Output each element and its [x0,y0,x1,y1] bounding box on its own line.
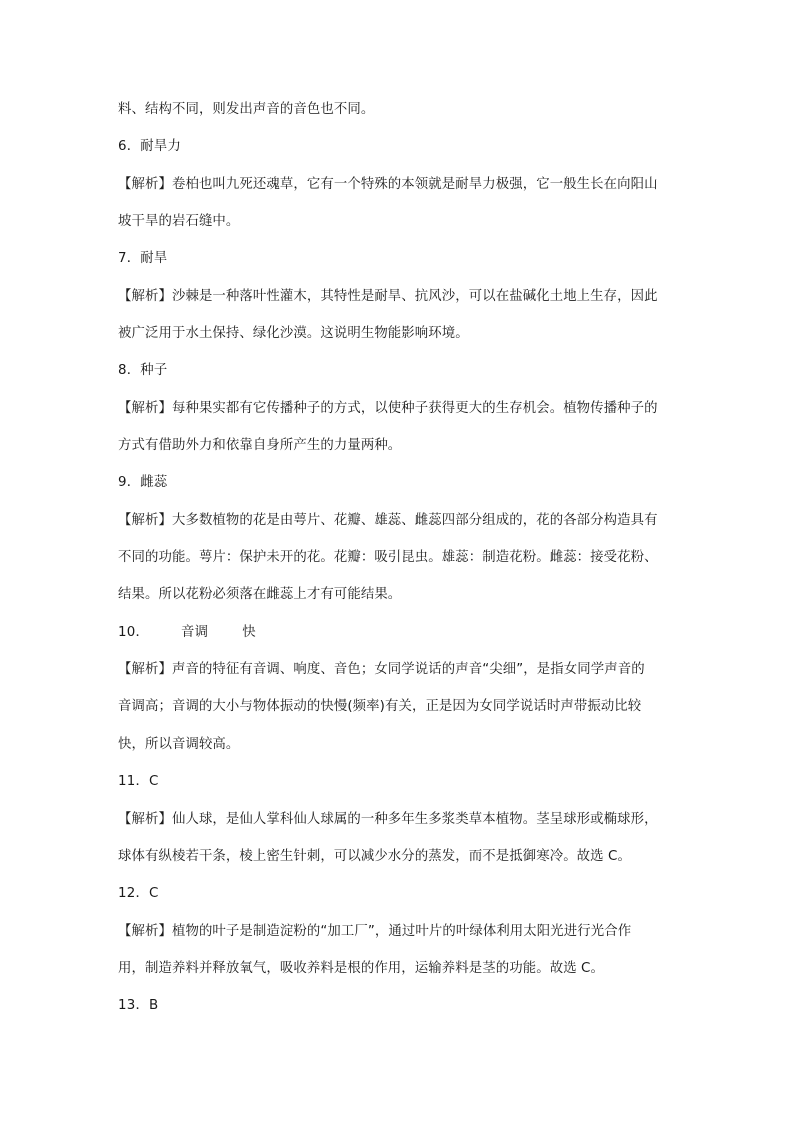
answer-8: 8．种子 [118,363,168,378]
answer-12: 12．C [118,886,159,901]
analysis-6-line-1: 【解析】卷柏也叫九死还魂草，它有一个特殊的本领就是耐旱力极强，它一般生长在向阳山 [118,177,658,192]
analysis-11-line-1: 【解析】仙人球，是仙人掌科仙人球属的一种多年生多浆类草本植物。茎呈球形或椭球形， [118,812,658,827]
analysis-11-line-2: 球体有纵棱若干条，棱上密生针刺，可以减少水分的蒸发，而不是抵御寒冷。故选 C。 [118,849,631,864]
answer-10 [118,623,256,643]
analysis-12-line-2: 用，制造养料并释放氧气，吸收养料是根的作用，运输养料是茎的功能。故选 C。 [118,961,604,976]
analysis-10-line-1: 【解析】声音的特征有音调、响度、音色；女同学说话的声音“尖细”，是指女同学声音的 [118,662,645,677]
answer-10-blank-1: 音调 [181,625,209,640]
analysis-9-line-2: 不同的功能。萼片：保护未开的花。花瓣：吸引昆虫。雄蕊：制造花粉。雌蕊：接受花粉、 [118,550,658,565]
answer-7: 7．耐旱 [118,251,168,266]
answer-13: 13．B [118,998,159,1013]
analysis-10-line-3: 快，所以音调较高。 [118,737,240,752]
analysis-12-line-1: 【解析】植物的叶子是制造淀粉的“加工厂”，通过叶片的叶绿体利用太阳光进行光合作 [118,924,632,939]
answer-11: 11．C [118,774,159,789]
answer-10-number: 10． [118,625,150,640]
analysis-9-line-3: 结果。所以花粉必须落在雌蕊上才有可能结果。 [118,587,402,602]
analysis-6-line-2: 坡干旱的岩石缝中。 [118,214,240,229]
answer-6: 6．耐旱力 [118,139,182,154]
analysis-8-line-1: 【解析】每种果实都有它传播种子的方式，以使种子获得更大的生存机会。植物传播种子的 [118,401,658,416]
analysis-7-line-2: 被广泛用于水土保持、绿化沙漠。这说明生物能影响环境。 [118,326,469,341]
text-line: 料、结构不同，则发出声音的音色也不同。 [118,102,375,117]
analysis-9-line-1: 【解析】大多数植物的花是由萼片、花瓣、雄蕊、雌蕊四部分组成的，花的各部分构造具有 [118,513,658,528]
answer-10-blank-2: 快 [242,625,256,640]
analysis-7-line-1: 【解析】沙棘是一种落叶性灌木，其特性是耐旱、抗风沙，可以在盐碱化土地上生存，因此 [118,289,658,304]
analysis-10-line-2: 音调高；音调的大小与物体振动的快慢(频率)有关，正是因为女同学说话时声带振动比较 [118,699,642,714]
analysis-8-line-2: 方式有借助外力和依靠自身所产生的力量两种。 [118,438,402,453]
answer-9: 9．雌蕊 [118,475,168,490]
